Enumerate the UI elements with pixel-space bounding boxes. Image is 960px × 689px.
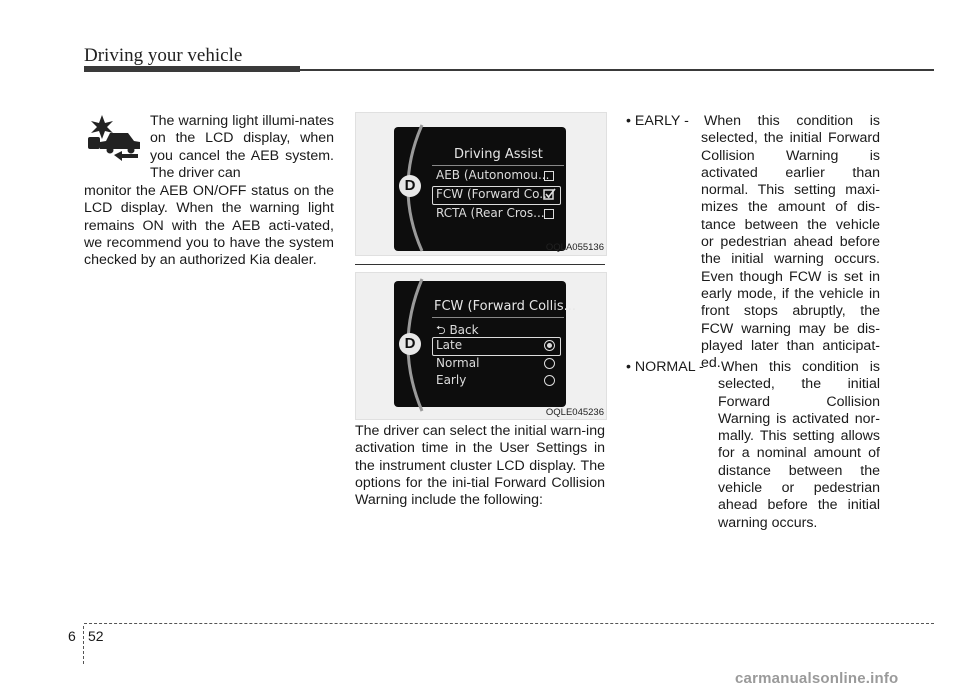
gear-d-icon: D — [399, 333, 421, 355]
lcd-option-normal[interactable] — [436, 356, 479, 370]
intro-text-wrap: The warning light illumi-nates on the LCD display, when you cancel the AEB system. The driver can — [150, 113, 334, 181]
radio-selected-icon[interactable] — [544, 340, 555, 351]
page-header-title: Driving your vehicle — [84, 45, 243, 66]
radio-empty-icon[interactable] — [544, 375, 555, 386]
figure-driving-assist — [355, 112, 607, 256]
lcd-menu-title: Driving Assist — [454, 147, 543, 162]
lcd-option-label: Early — [436, 373, 467, 387]
lcd-title-rule — [432, 317, 564, 318]
aeb-warning-icon — [84, 111, 148, 163]
figure-code: OQLA055136 — [545, 242, 604, 253]
lcd-option-aeb[interactable] — [436, 168, 549, 182]
gear-d-icon: D — [399, 175, 421, 197]
header-rule — [300, 69, 934, 71]
page-number: 52 — [88, 628, 104, 644]
figure-fcw-settings — [355, 272, 607, 420]
lcd-option-fcw[interactable] — [436, 187, 551, 201]
back-arrow-icon: ⮌ — [436, 323, 450, 337]
lcd-option-label: RCTA (Rear Cros... — [436, 206, 545, 220]
header-bar — [84, 66, 300, 72]
lcd-back-label: Back — [449, 323, 479, 337]
option-description: When this condition is selected, the initial Forward Collision Warning is activated nor-mally. This setting allows for a nominal amount of distance between the vehicle or pedestrian ahead before the initial warning occurs. — [718, 359, 880, 531]
lcd-option-late[interactable] — [436, 338, 462, 352]
footer-divider — [83, 626, 84, 664]
option-label: • EARLY - — [626, 113, 689, 129]
lcd-option-label: Late — [436, 338, 463, 352]
checkbox-empty-icon[interactable] — [544, 171, 554, 181]
footer-rule — [84, 623, 934, 624]
intro-text: monitor the AEB ON/OFF status on the LCD display. When the warning light remains ON with the AEB acti-vated, we recommend you to have the system checked by an authorized Kia dealer. — [84, 183, 334, 269]
option-label: • NORMAL - — [626, 359, 704, 375]
watermark-text: carmanualsonline.info — [735, 670, 899, 687]
settings-intro-text: The driver can select the initial warn-ing activation time in the User Settings in the instrument cluster LCD display. The options for the ini-tial Forward Collision Warning include the following: — [355, 423, 605, 509]
lcd-menu-title: FCW (Forward Collis... — [434, 299, 577, 314]
lcd-title-rule — [432, 165, 564, 166]
figure-divider — [355, 264, 605, 265]
checkbox-checked-icon[interactable] — [543, 188, 556, 201]
radio-empty-icon[interactable] — [544, 358, 555, 369]
option-description: When this condition is selected, the initial Forward Collision Warning is activated earlier than normal. This setting maxi-mizes the amount of dis-tance between the vehicle or pedestrian ahead before the initial warning occurs. Even though FCW is set in early mode, if the vehicle in front stops abruptly, the FCW warning may be dis-played later than anticipat-ed. — [701, 113, 880, 372]
checkbox-empty-icon[interactable] — [544, 209, 554, 219]
lcd-option-label: Normal — [436, 356, 480, 370]
lcd-option-label: AEB (Autonomou... — [436, 168, 550, 182]
lcd-option-rcta[interactable] — [436, 206, 545, 220]
figure-code: OQLE045236 — [545, 407, 604, 418]
lcd-option-label: FCW (Forward Co... — [436, 187, 551, 201]
lcd-option-early[interactable] — [436, 373, 466, 387]
section-number: 6 — [68, 628, 76, 644]
